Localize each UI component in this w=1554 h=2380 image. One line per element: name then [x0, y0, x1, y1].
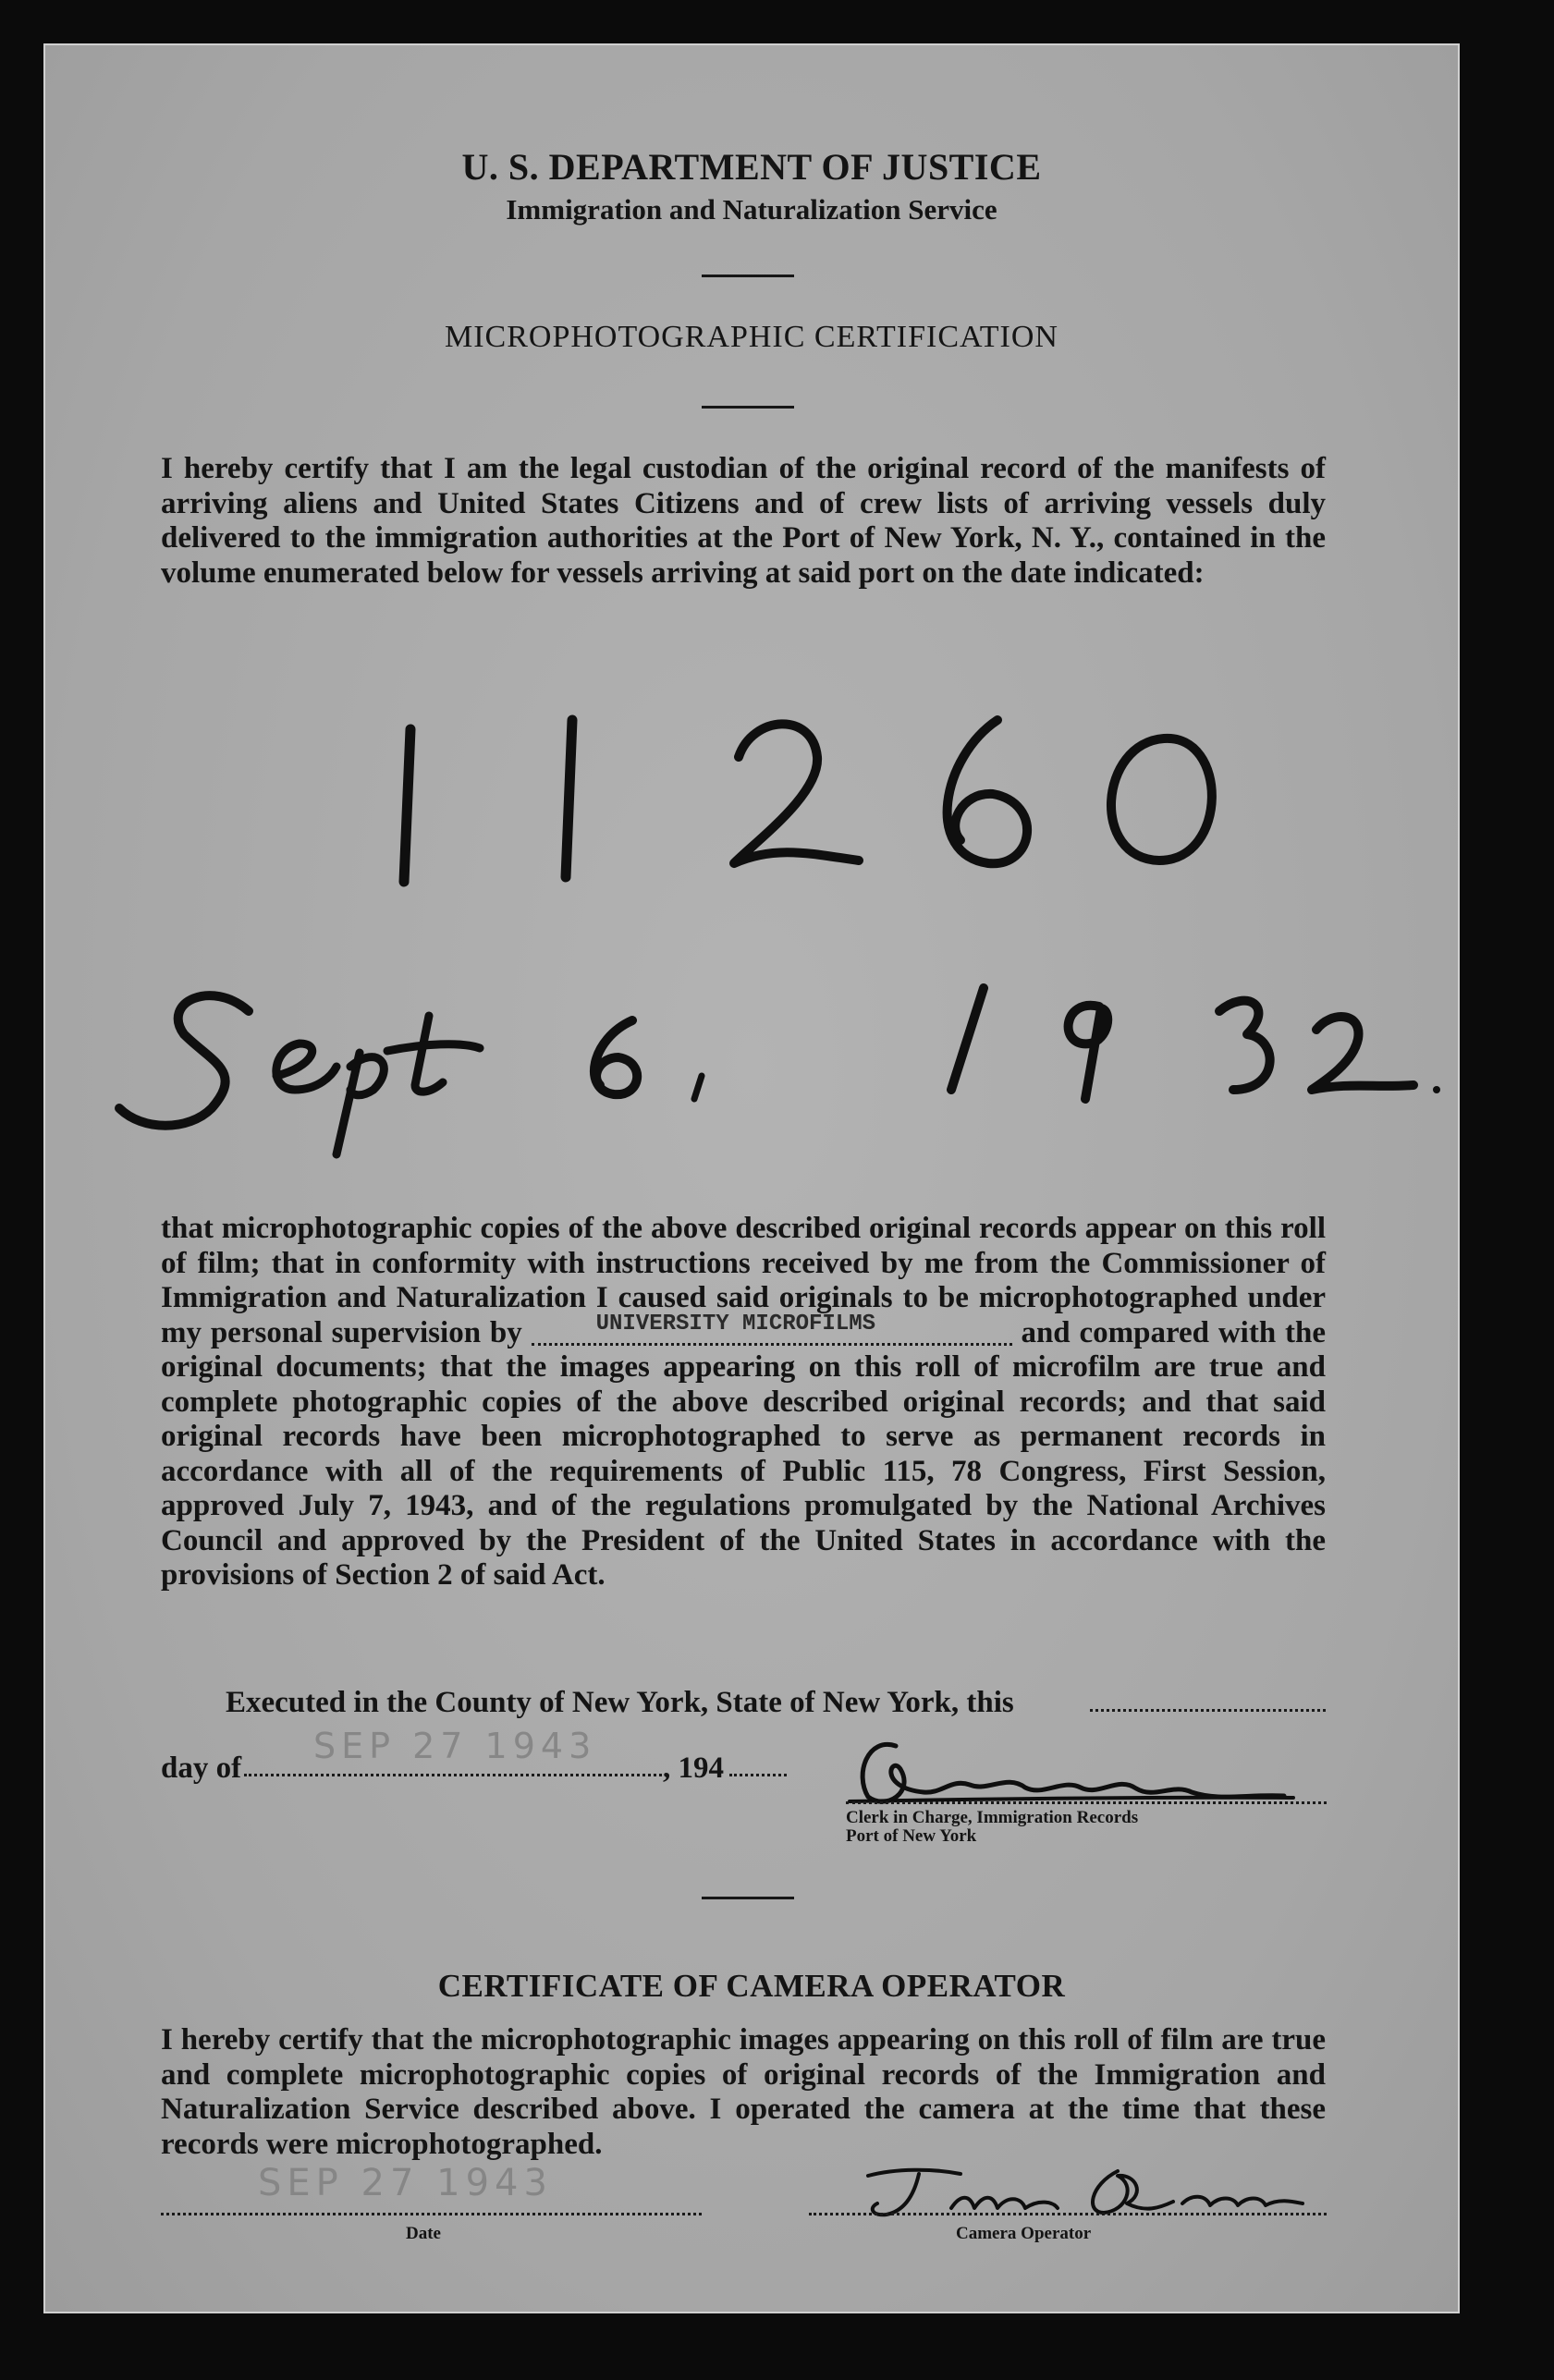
certificate-page — [43, 43, 1460, 2313]
operator-date-stamp: SEP 27 1943 — [258, 2162, 553, 2204]
divider — [702, 1897, 794, 1899]
execution-line — [226, 1686, 1014, 1720]
clerk-title — [846, 1809, 1138, 1846]
camera-operator-label: Camera Operator — [956, 2224, 1092, 2243]
year-prefix: , 194 — [663, 1751, 724, 1785]
camera-operator-paragraph: I hereby certify that the microphotographic images appearing on this roll of film are true and complete microphotographic copies of original records of the Immigration and Naturalization Service described above. I operated the camera at the time that these records were microphotographed. — [161, 2023, 1326, 2161]
clerk-title-line2: Port of New York — [846, 1826, 977, 1846]
handwritten-dot — [1433, 1086, 1440, 1093]
year-blank — [729, 1774, 787, 1776]
divider — [702, 275, 794, 277]
execution-text: Executed in the County of New York, State of New York, this — [226, 1686, 1014, 1719]
day-of-blank — [244, 1774, 662, 1776]
camera-operator-signature — [840, 2157, 1330, 2231]
execution-day-blank — [1090, 1709, 1326, 1712]
divider — [702, 406, 794, 409]
camera-operator-signature-line — [809, 2213, 1327, 2215]
operator-date-line — [161, 2213, 702, 2215]
clerk-title-line1: Clerk in Charge, Immigration Records — [846, 1808, 1139, 1827]
clerk-signature — [813, 1718, 1330, 1820]
service-subheading: Immigration and Naturalization Service — [506, 193, 997, 226]
supervisor-typed-text: UNIVERSITY MICROFILMS — [595, 1312, 876, 1336]
handwritten-entry — [73, 655, 1441, 1173]
handwritten-volume-number — [404, 720, 1212, 882]
handwritten-date — [119, 988, 1440, 1154]
department-heading: U. S. DEPARTMENT OF JUSTICE — [461, 146, 1042, 188]
date-stamp: SEP 27 1943 — [313, 1726, 597, 1766]
body-paragraph — [161, 1212, 1326, 1593]
operator-date-label: Date — [406, 2224, 441, 2243]
camera-operator-heading: CERTIFICATE OF CAMERA OPERATOR — [437, 1968, 1066, 2004]
supervisor-field — [532, 1312, 1012, 1342]
body-text-part2: and compared with the original documents; that the images appearing on this roll of microfilm are true and complete photographic copies of the above described original records; and that said original records have been microphotographed to serve as permanent records in accordance with all of the requirements of Public 115, 78 Congress, First Session, approved July 7, 1943, and of the regulations promulgated by the National Archives Council and approved by the President of the United States in accordance with the provisions of Section 2 of said Act. — [161, 1315, 1327, 1592]
certification-title: MICROPHOTOGRAPHIC CERTIFICATION — [444, 320, 1058, 354]
clerk-signature-line — [846, 1801, 1327, 1804]
day-of-label: day of — [161, 1751, 242, 1785]
body-text-part1: that microphotographic copies of the above described original records appear on this roll of film; that in conformity with instructions received by me from the Commissioner of Immigration and Naturalization I caused said originals to be microphotographed under my personal supervision by — [161, 1212, 1326, 1349]
intro-paragraph: I hereby certify that I am the legal custodian of the original record of the manifests of arriving aliens and United States Citizens and of crew lists of arriving vessels duly delivered to the immigration authorities at the Port of New York, N. Y., contained in the volume enumerated below for vessels arriving at said port on the date indicated: — [161, 452, 1326, 590]
